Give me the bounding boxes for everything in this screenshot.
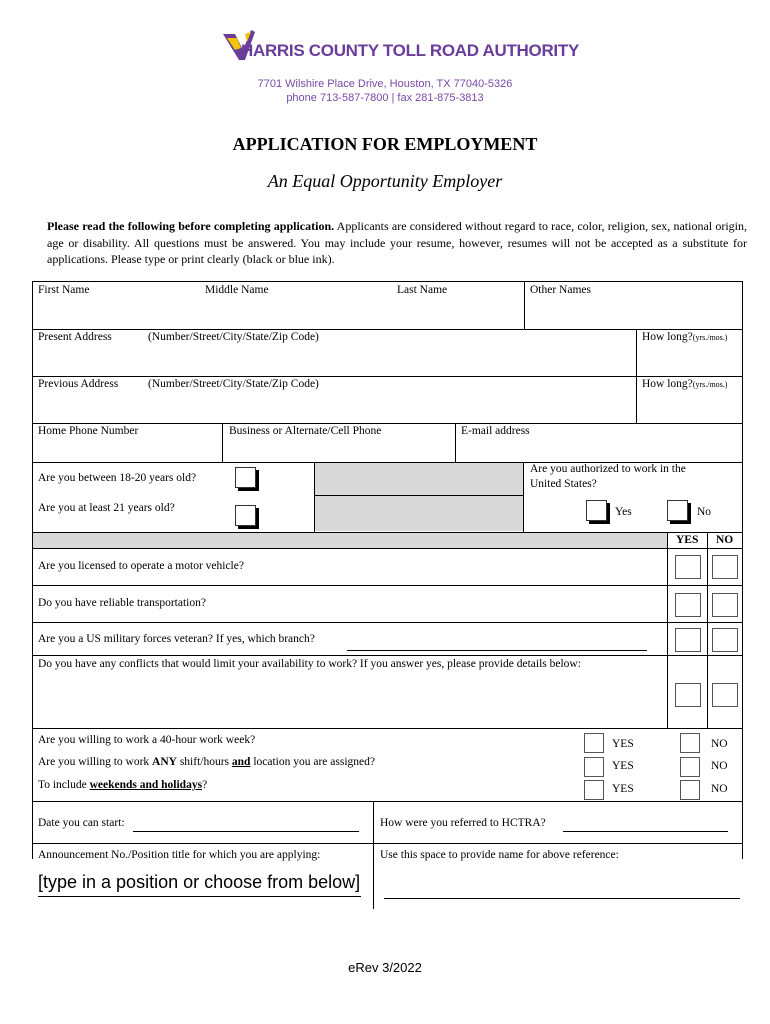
reference-label: Use this space to provide name for above reference:: [380, 849, 619, 861]
page-title: APPLICATION FOR EMPLOYMENT: [232, 134, 538, 154]
transport-question: Do you have reliable transportation?: [38, 597, 206, 609]
revision-label: eRev 3/2022: [348, 960, 422, 975]
weekends-no-label: NO: [711, 783, 728, 795]
address-line: 7701 Wilshire Place Drive, Houston, TX 77040-5326: [257, 78, 513, 90]
conflicts-no-checkbox[interactable]: [712, 683, 738, 707]
logo: [221, 28, 579, 64]
veteran-no-checkbox[interactable]: [712, 628, 738, 652]
forty-hour-no-checkbox[interactable]: [680, 733, 700, 753]
forty-hour-question: Are you willing to work a 40-hour work week?: [38, 734, 256, 746]
shift-no-checkbox[interactable]: [680, 757, 700, 777]
veteran-question: Are you a US military forces veteran? If yes, which branch?: [38, 633, 315, 645]
authorized-yes-checkbox[interactable]: [586, 500, 607, 521]
present-address-label: Present Address: [38, 331, 112, 343]
previous-how-long-input[interactable]: [640, 393, 738, 421]
license-no-checkbox[interactable]: [712, 555, 738, 579]
previous-address-label: Previous Address: [38, 378, 119, 390]
forty-hour-no-label: NO: [711, 738, 728, 750]
previous-address-hint: (Number/Street/City/State/Zip Code): [148, 378, 319, 390]
column-no-header: NO: [716, 534, 734, 546]
weekends-yes-checkbox[interactable]: [584, 780, 604, 800]
license-question: Are you licensed to operate a motor vehicle?: [38, 560, 244, 572]
column-yes-header: YES: [676, 534, 699, 546]
middle-name-input[interactable]: [200, 298, 390, 326]
authorized-question-1: Are you authorized to work in the: [530, 463, 686, 475]
middle-name-label: Middle Name: [205, 284, 269, 296]
present-how-long-input[interactable]: [640, 346, 738, 374]
weekends-yes-label: YES: [612, 783, 634, 795]
present-how-long-label: How long?(yrs./mos.): [642, 331, 728, 343]
other-names-label: Other Names: [530, 284, 591, 296]
previous-address-input[interactable]: [34, 393, 632, 421]
age-21-question: Are you at least 21 years old?: [38, 502, 175, 514]
authorized-yes-label: Yes: [615, 506, 632, 518]
license-yes-checkbox[interactable]: [675, 555, 701, 579]
age-21-checkbox[interactable]: [235, 505, 256, 526]
conflicts-details-input[interactable]: [34, 674, 662, 724]
home-phone-label: Home Phone Number: [38, 425, 139, 437]
forty-hour-yes-checkbox[interactable]: [584, 733, 604, 753]
previous-how-long-label: How long?(yrs./mos.): [642, 378, 728, 390]
weekends-no-checkbox[interactable]: [680, 780, 700, 800]
authorized-question-2: United States?: [530, 478, 597, 490]
age-18-20-checkbox[interactable]: [235, 467, 256, 488]
referred-input[interactable]: [563, 817, 728, 832]
home-phone-input[interactable]: [34, 440, 219, 460]
shift-yes-checkbox[interactable]: [584, 757, 604, 777]
position-select[interactable]: [type in a position or choose from below]: [38, 872, 361, 897]
present-address-hint: (Number/Street/City/State/Zip Code): [148, 331, 319, 343]
last-name-label: Last Name: [397, 284, 448, 296]
org-name: HARRIS COUNTY TOLL ROAD AUTHORITY: [241, 41, 579, 60]
other-names-input[interactable]: [528, 298, 738, 326]
present-address-input[interactable]: [34, 346, 632, 374]
intro-text: Applicants are considered without regard to race, color, religion, sex, national origin, age or disability. All questions must be answered. You may include your resume, however, resumes will not be accepted as a substitute for applications. Please type or print clearly (black or blue ink).: [47, 219, 748, 266]
conflicts-question: Do you have any conflicts that would limit your availability to work? If you answer yes, please provide details below:: [38, 658, 581, 670]
shift-yes-label: YES: [612, 760, 634, 772]
last-name-input[interactable]: [395, 298, 520, 326]
first-name-label: First Name: [38, 284, 90, 296]
weekends-question: To include weekends and holidays?: [38, 779, 208, 791]
intro-paragraph: [47, 218, 747, 268]
shift-question: Are you willing to work ANY shift/hours and location you are assigned?: [38, 756, 375, 768]
authorized-no-checkbox[interactable]: [667, 500, 688, 521]
reference-name-input[interactable]: [384, 872, 740, 899]
announcement-label: Announcement No./Position title for which you are applying:: [38, 849, 321, 861]
page-subtitle: An Equal Opportunity Employer: [267, 171, 503, 191]
veteran-branch-input[interactable]: [347, 634, 647, 651]
phone-line: phone 713-587-7800 | fax 281-875-3813: [286, 92, 484, 104]
forty-hour-yes-label: YES: [612, 738, 634, 750]
age-18-20-question: Are you between 18-20 years old?: [38, 472, 197, 484]
transport-yes-checkbox[interactable]: [675, 593, 701, 617]
business-phone-label: Business or Alternate/Cell Phone: [229, 425, 382, 437]
email-input[interactable]: [458, 440, 738, 460]
authorized-no-label: No: [697, 506, 712, 518]
shift-no-label: NO: [711, 760, 728, 772]
email-label: E-mail address: [461, 425, 530, 437]
referred-label: How were you referred to HCTRA?: [380, 817, 546, 829]
intro-bold: Please read the following before completing application.: [47, 219, 335, 233]
business-phone-input[interactable]: [225, 440, 451, 460]
veteran-yes-checkbox[interactable]: [675, 628, 701, 652]
conflicts-yes-checkbox[interactable]: [675, 683, 701, 707]
start-date-input[interactable]: [133, 817, 359, 832]
transport-no-checkbox[interactable]: [712, 593, 738, 617]
start-date-label: Date you can start:: [38, 817, 125, 829]
first-name-input[interactable]: [34, 298, 194, 326]
